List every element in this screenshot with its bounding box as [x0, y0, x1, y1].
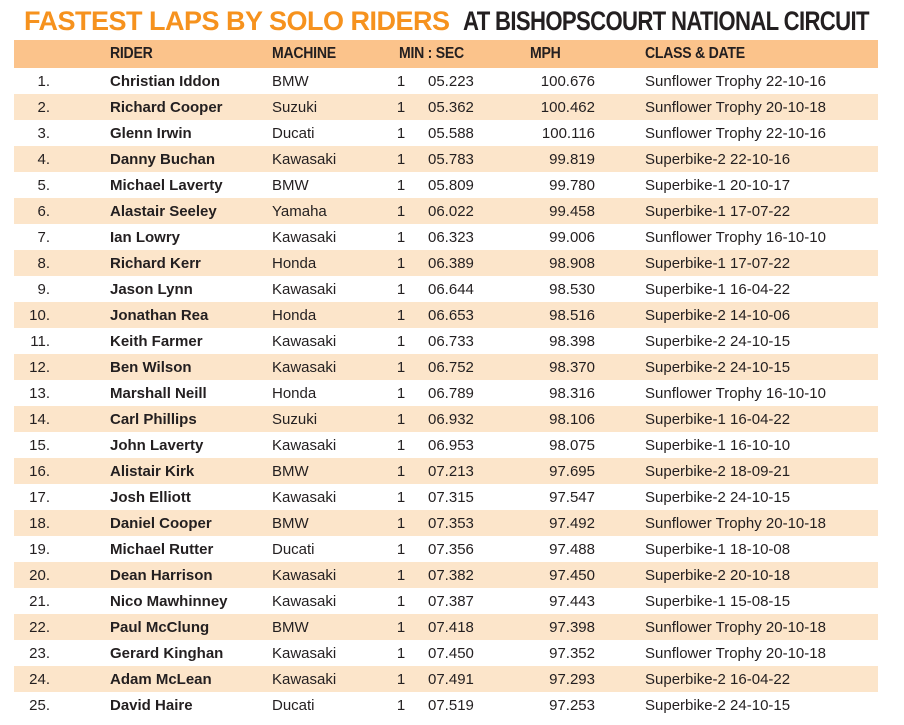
rider-cell: Nico Mawhinney [70, 588, 252, 614]
seconds-cell: 06.752 [414, 354, 500, 380]
mph-cell: 98.516 [500, 302, 615, 328]
minutes-cell: 1 [388, 354, 414, 380]
table-header-row [14, 40, 878, 68]
minutes-cell: 1 [388, 692, 414, 718]
table-row [14, 640, 878, 666]
minutes-cell: 1 [388, 406, 414, 432]
minutes-cell: 1 [388, 198, 414, 224]
rank-cell: 25. [14, 692, 70, 718]
seconds-cell: 06.932 [414, 406, 500, 432]
minutes-cell: 1 [388, 510, 414, 536]
rider-cell: Adam McLean [70, 666, 252, 692]
fastest-laps-table [14, 40, 878, 718]
rank-cell: 6. [14, 198, 70, 224]
class-date-cell: Superbike-2 14-10-06 [615, 302, 878, 328]
table-row [14, 172, 878, 198]
table-row [14, 146, 878, 172]
minutes-cell: 1 [388, 588, 414, 614]
seconds-cell: 06.953 [414, 432, 500, 458]
class-date-cell: Superbike-2 24-10-15 [615, 354, 878, 380]
machine-cell: BMW [252, 614, 388, 640]
class-date-cell: Sunflower Trophy 22-10-16 [615, 68, 878, 94]
rank-cell: 20. [14, 562, 70, 588]
seconds-cell: 05.783 [414, 146, 500, 172]
rank-cell: 22. [14, 614, 70, 640]
rider-cell: Jason Lynn [70, 276, 252, 302]
rider-cell: Keith Farmer [70, 328, 252, 354]
seconds-cell: 07.356 [414, 536, 500, 562]
table-row [14, 120, 878, 146]
mph-cell: 97.492 [500, 510, 615, 536]
rider-cell: Marshall Neill [70, 380, 252, 406]
minutes-cell: 1 [388, 484, 414, 510]
rank-cell: 23. [14, 640, 70, 666]
machine-cell: Kawasaki [252, 276, 388, 302]
seconds-cell: 07.315 [414, 484, 500, 510]
mph-cell: 100.462 [500, 94, 615, 120]
table-row [14, 250, 878, 276]
rank-cell: 5. [14, 172, 70, 198]
class-date-cell: Superbike-2 16-04-22 [615, 666, 878, 692]
class-date-cell: Superbike-1 17-07-22 [615, 250, 878, 276]
rank-cell: 14. [14, 406, 70, 432]
rank-cell: 24. [14, 666, 70, 692]
machine-cell: Yamaha [252, 198, 388, 224]
seconds-cell: 05.223 [414, 68, 500, 94]
rank-cell: 2. [14, 94, 70, 120]
class-date-cell: Superbike-1 17-07-22 [615, 198, 878, 224]
seconds-cell: 07.450 [414, 640, 500, 666]
header-min-sec: MIN : SEC [388, 40, 500, 68]
rider-cell: Josh Elliott [70, 484, 252, 510]
rider-cell: David Haire [70, 692, 252, 718]
mph-cell: 100.116 [500, 120, 615, 146]
class-date-cell: Superbike-2 24-10-15 [615, 484, 878, 510]
seconds-cell: 07.418 [414, 614, 500, 640]
minutes-cell: 1 [388, 432, 414, 458]
mph-cell: 98.075 [500, 432, 615, 458]
header-mph: MPH [500, 40, 615, 68]
table-row [14, 406, 878, 432]
table-row [14, 354, 878, 380]
machine-cell: Ducati [252, 692, 388, 718]
table-row [14, 224, 878, 250]
seconds-cell: 07.382 [414, 562, 500, 588]
machine-cell: Kawasaki [252, 562, 388, 588]
rank-cell: 9. [14, 276, 70, 302]
minutes-cell: 1 [388, 68, 414, 94]
machine-cell: BMW [252, 458, 388, 484]
table-row [14, 68, 878, 94]
page-title-highlight: FASTEST LAPS BY SOLO RIDERS [24, 6, 450, 36]
machine-cell: Suzuki [252, 406, 388, 432]
table-row [14, 380, 878, 406]
rider-cell: John Laverty [70, 432, 252, 458]
machine-cell: Ducati [252, 120, 388, 146]
rider-cell: Dean Harrison [70, 562, 252, 588]
seconds-cell: 07.519 [414, 692, 500, 718]
lap-table-body [14, 68, 878, 718]
machine-cell: Honda [252, 380, 388, 406]
mph-cell: 99.780 [500, 172, 615, 198]
rider-cell: Danny Buchan [70, 146, 252, 172]
minutes-cell: 1 [388, 666, 414, 692]
seconds-cell: 07.387 [414, 588, 500, 614]
seconds-cell: 06.733 [414, 328, 500, 354]
machine-cell: BMW [252, 172, 388, 198]
seconds-cell: 05.809 [414, 172, 500, 198]
mph-cell: 100.676 [500, 68, 615, 94]
class-date-cell: Sunflower Trophy 20-10-18 [615, 614, 878, 640]
minutes-cell: 1 [388, 146, 414, 172]
class-date-cell: Superbike-1 16-04-22 [615, 406, 878, 432]
class-date-cell: Superbike-1 16-10-10 [615, 432, 878, 458]
seconds-cell: 07.491 [414, 666, 500, 692]
mph-cell: 98.908 [500, 250, 615, 276]
table-row [14, 536, 878, 562]
seconds-cell: 06.789 [414, 380, 500, 406]
rider-cell: Jonathan Rea [70, 302, 252, 328]
rider-cell: Alistair Kirk [70, 458, 252, 484]
seconds-cell: 06.644 [414, 276, 500, 302]
mph-cell: 97.450 [500, 562, 615, 588]
table-row [14, 458, 878, 484]
class-date-cell: Sunflower Trophy 16-10-10 [615, 380, 878, 406]
class-date-cell: Sunflower Trophy 20-10-18 [615, 640, 878, 666]
header-rank-spacer [14, 40, 70, 68]
table-row [14, 510, 878, 536]
rank-cell: 1. [14, 68, 70, 94]
seconds-cell: 05.588 [414, 120, 500, 146]
class-date-cell: Superbike-2 18-09-21 [615, 458, 878, 484]
mph-cell: 98.316 [500, 380, 615, 406]
class-date-cell: Sunflower Trophy 16-10-10 [615, 224, 878, 250]
table-row [14, 692, 878, 718]
page-title-rest: AT BISHOPSCOURT NATIONAL CIRCUIT [462, 6, 869, 36]
rider-cell: Ben Wilson [70, 354, 252, 380]
page-title [24, 4, 894, 38]
table-row [14, 562, 878, 588]
machine-cell: BMW [252, 510, 388, 536]
mph-cell: 97.293 [500, 666, 615, 692]
class-date-cell: Sunflower Trophy 20-10-18 [615, 510, 878, 536]
rank-cell: 11. [14, 328, 70, 354]
machine-cell: Kawasaki [252, 588, 388, 614]
machine-cell: Kawasaki [252, 484, 388, 510]
rank-cell: 13. [14, 380, 70, 406]
mph-cell: 99.006 [500, 224, 615, 250]
minutes-cell: 1 [388, 120, 414, 146]
rank-cell: 4. [14, 146, 70, 172]
table-row [14, 302, 878, 328]
rank-cell: 18. [14, 510, 70, 536]
minutes-cell: 1 [388, 562, 414, 588]
rider-cell: Christian Iddon [70, 68, 252, 94]
machine-cell: Kawasaki [252, 146, 388, 172]
rider-cell: Daniel Cooper [70, 510, 252, 536]
mph-cell: 97.695 [500, 458, 615, 484]
mph-cell: 97.352 [500, 640, 615, 666]
seconds-cell: 06.022 [414, 198, 500, 224]
minutes-cell: 1 [388, 250, 414, 276]
minutes-cell: 1 [388, 614, 414, 640]
header-rider: RIDER [70, 40, 252, 68]
seconds-cell: 06.653 [414, 302, 500, 328]
machine-cell: Kawasaki [252, 640, 388, 666]
machine-cell: Honda [252, 302, 388, 328]
rank-cell: 8. [14, 250, 70, 276]
minutes-cell: 1 [388, 458, 414, 484]
machine-cell: Ducati [252, 536, 388, 562]
seconds-cell: 07.353 [414, 510, 500, 536]
header-machine: MACHINE [252, 40, 388, 68]
class-date-cell: Superbike-2 24-10-15 [615, 692, 878, 718]
class-date-cell: Superbike-1 15-08-15 [615, 588, 878, 614]
class-date-cell: Superbike-2 24-10-15 [615, 328, 878, 354]
class-date-cell: Sunflower Trophy 22-10-16 [615, 120, 878, 146]
table-row [14, 588, 878, 614]
mph-cell: 97.443 [500, 588, 615, 614]
machine-cell: Suzuki [252, 94, 388, 120]
class-date-cell: Superbike-1 20-10-17 [615, 172, 878, 198]
rank-cell: 16. [14, 458, 70, 484]
minutes-cell: 1 [388, 328, 414, 354]
minutes-cell: 1 [388, 640, 414, 666]
table-row [14, 432, 878, 458]
mph-cell: 99.819 [500, 146, 615, 172]
mph-cell: 98.370 [500, 354, 615, 380]
class-date-cell: Superbike-1 18-10-08 [615, 536, 878, 562]
class-date-cell: Superbike-2 22-10-16 [615, 146, 878, 172]
mph-cell: 97.547 [500, 484, 615, 510]
rider-cell: Richard Cooper [70, 94, 252, 120]
rider-cell: Alastair Seeley [70, 198, 252, 224]
rider-cell: Glenn Irwin [70, 120, 252, 146]
rank-cell: 3. [14, 120, 70, 146]
rider-cell: Richard Kerr [70, 250, 252, 276]
seconds-cell: 05.362 [414, 94, 500, 120]
mph-cell: 98.106 [500, 406, 615, 432]
rank-cell: 17. [14, 484, 70, 510]
machine-cell: Kawasaki [252, 432, 388, 458]
header-class-date: CLASS & DATE [615, 40, 878, 68]
table-row [14, 94, 878, 120]
rider-cell: Ian Lowry [70, 224, 252, 250]
rider-cell: Michael Rutter [70, 536, 252, 562]
minutes-cell: 1 [388, 302, 414, 328]
minutes-cell: 1 [388, 224, 414, 250]
class-date-cell: Sunflower Trophy 20-10-18 [615, 94, 878, 120]
table-row [14, 276, 878, 302]
table-row [14, 198, 878, 224]
table-row [14, 328, 878, 354]
rider-cell: Paul McClung [70, 614, 252, 640]
mph-cell: 97.253 [500, 692, 615, 718]
machine-cell: Kawasaki [252, 328, 388, 354]
rider-cell: Michael Laverty [70, 172, 252, 198]
rank-cell: 7. [14, 224, 70, 250]
rank-cell: 19. [14, 536, 70, 562]
rank-cell: 12. [14, 354, 70, 380]
minutes-cell: 1 [388, 172, 414, 198]
mph-cell: 98.530 [500, 276, 615, 302]
rank-cell: 15. [14, 432, 70, 458]
machine-cell: Kawasaki [252, 354, 388, 380]
table-row [14, 484, 878, 510]
table-row [14, 614, 878, 640]
mph-cell: 97.398 [500, 614, 615, 640]
table-row [14, 666, 878, 692]
class-date-cell: Superbike-1 16-04-22 [615, 276, 878, 302]
class-date-cell: Superbike-2 20-10-18 [615, 562, 878, 588]
minutes-cell: 1 [388, 536, 414, 562]
minutes-cell: 1 [388, 276, 414, 302]
rank-cell: 21. [14, 588, 70, 614]
seconds-cell: 06.389 [414, 250, 500, 276]
rider-cell: Gerard Kinghan [70, 640, 252, 666]
rider-cell: Carl Phillips [70, 406, 252, 432]
mph-cell: 97.488 [500, 536, 615, 562]
mph-cell: 99.458 [500, 198, 615, 224]
machine-cell: Honda [252, 250, 388, 276]
seconds-cell: 06.323 [414, 224, 500, 250]
machine-cell: BMW [252, 68, 388, 94]
seconds-cell: 07.213 [414, 458, 500, 484]
minutes-cell: 1 [388, 380, 414, 406]
rank-cell: 10. [14, 302, 70, 328]
minutes-cell: 1 [388, 94, 414, 120]
machine-cell: Kawasaki [252, 224, 388, 250]
machine-cell: Kawasaki [252, 666, 388, 692]
mph-cell: 98.398 [500, 328, 615, 354]
